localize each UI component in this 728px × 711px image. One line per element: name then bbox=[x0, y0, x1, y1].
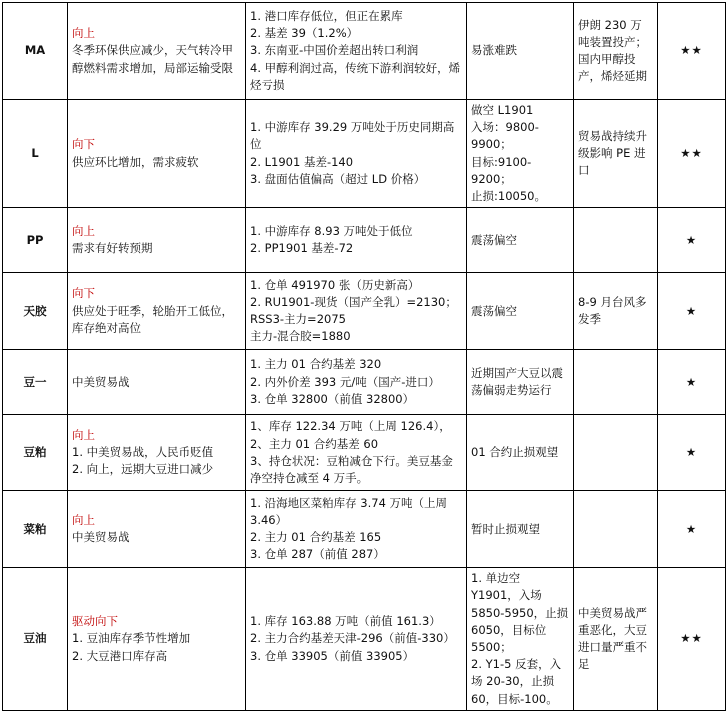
cell-line: 3. 盘面估值偏高（超过 LD 价格） bbox=[250, 171, 426, 186]
fundamentals-cell bbox=[246, 3, 467, 100]
strategy-cell bbox=[467, 350, 574, 415]
driver-text: 中美贸易战 bbox=[72, 530, 130, 545]
cell-line: 2. 基差 39（1.2%） bbox=[250, 26, 359, 41]
cell-line: 3. 东南亚-中国价差超出转口利润 bbox=[250, 43, 419, 58]
table-row bbox=[3, 491, 726, 568]
cell-line: 2. Y1-5 反套，入场 20-30，止损 60，目标-100。 bbox=[471, 657, 562, 706]
cell-line: 做空 L1901 bbox=[471, 103, 534, 117]
cell-line: 震荡偏空 bbox=[471, 232, 517, 247]
strategy-cell bbox=[467, 3, 574, 100]
risk-cell bbox=[574, 3, 658, 100]
cell-line: 1. 仓单 491970 张（历史新高） bbox=[250, 277, 420, 292]
cell-line: 2. L1901 基差-140 bbox=[250, 154, 354, 169]
direction-cell bbox=[68, 3, 246, 100]
direction-cell bbox=[68, 568, 246, 711]
direction-cell bbox=[68, 273, 246, 350]
star-icon: ★ bbox=[685, 303, 698, 318]
fundamentals-cell bbox=[246, 350, 467, 415]
direction-label: 向上 bbox=[72, 224, 95, 239]
product-name bbox=[3, 3, 68, 100]
product-name bbox=[3, 415, 68, 491]
cell-line: 豆一 bbox=[23, 374, 47, 389]
direction-cell bbox=[68, 491, 246, 568]
cell-line: L bbox=[31, 146, 39, 160]
rating-stars bbox=[658, 415, 726, 491]
product-name bbox=[3, 100, 68, 208]
cell-line: RSS3-主力=2075 bbox=[250, 312, 346, 327]
cell-line: 1. 港口库存低位，但正在累库 bbox=[250, 8, 403, 23]
rating-stars bbox=[658, 491, 726, 568]
star-icon: ★★ bbox=[680, 43, 703, 58]
product-name bbox=[3, 491, 68, 568]
cell-line: 1. 中游库存 39.29 万吨处于历史同期高位 bbox=[250, 120, 455, 152]
direction-label: 向下 bbox=[72, 286, 95, 301]
cell-line: 天胶 bbox=[23, 303, 47, 318]
strategy-cell bbox=[467, 568, 574, 711]
cell-line: 中美贸易战严重恶化，大豆进口量严重不足 bbox=[578, 605, 647, 672]
cell-line: 3、持仓状况：豆粕减仓下行。美豆基金净空持仓减至 4 万手。 bbox=[250, 453, 453, 485]
fundamentals-cell bbox=[246, 273, 467, 350]
cell-line: 1、库存 122.34 万吨（上周 126.4）， bbox=[250, 419, 451, 434]
strategy-cell bbox=[467, 415, 574, 491]
cell-line: 震荡偏空 bbox=[471, 303, 517, 318]
driver-text: 供应处于旺季，轮胎开工低位，库存绝对高位 bbox=[72, 303, 233, 335]
cell-line: 豆粕 bbox=[23, 445, 47, 460]
cell-line: 近期国产大豆以震荡偏弱走势运行 bbox=[471, 366, 563, 398]
cell-line: 2. RU1901-现货（国产全乳）=2130； bbox=[250, 295, 457, 310]
risk-cell bbox=[574, 100, 658, 208]
rating-stars bbox=[658, 100, 726, 208]
cell-line: 主力-混合胶=1880 bbox=[250, 329, 351, 344]
cell-line: 1. 单边空 Y1901，入场 5850-5950，止损 6050，目标位 5500； bbox=[471, 571, 569, 655]
cell-line: 伊朗 230 万吨装置投产；国内甲醇投产，烯烃延期 bbox=[578, 17, 647, 84]
cell-line: 入场：9800-9900； bbox=[471, 120, 539, 152]
risk-cell bbox=[574, 415, 658, 491]
cell-line: 8-9 月台风多发季 bbox=[578, 295, 647, 327]
cell-line: 豆油 bbox=[23, 631, 47, 646]
direction-cell bbox=[68, 100, 246, 208]
cell-line: 3. 仓单 33905（前值 33905） bbox=[250, 648, 415, 663]
star-icon: ★★ bbox=[680, 146, 703, 160]
cell-line: 2. 主力合约基差天津-296（前值-330） bbox=[250, 631, 455, 646]
cell-line: 1. 中游库存 8.93 万吨处于低位 bbox=[250, 224, 413, 239]
risk-cell bbox=[574, 491, 658, 568]
cell-line: 暂时止损观望 bbox=[471, 521, 540, 536]
risk-cell bbox=[574, 350, 658, 415]
product-name bbox=[3, 568, 68, 711]
driver-text: 需求有好转预期 bbox=[72, 241, 153, 256]
strategy-cell bbox=[467, 100, 574, 208]
rating-stars bbox=[658, 3, 726, 100]
fundamentals-cell bbox=[246, 100, 467, 208]
star-icon: ★ bbox=[685, 374, 698, 389]
rating-stars bbox=[658, 568, 726, 711]
cell-line: 2. 主力 01 合约基差 165 bbox=[250, 530, 382, 545]
strategy-table bbox=[2, 2, 726, 711]
table-row bbox=[3, 3, 726, 100]
direction-label: 向上 bbox=[72, 26, 95, 41]
fundamentals-cell bbox=[246, 208, 467, 273]
star-icon: ★ bbox=[685, 232, 698, 247]
cell-line: 4. 甲醇利润过高，传统下游利润较好，烯烃亏损 bbox=[250, 60, 461, 92]
driver-text: 中美贸易战 bbox=[72, 374, 130, 389]
cell-line: MA bbox=[24, 43, 46, 58]
cell-line: 2、主力 01 合约基差 60 bbox=[250, 436, 379, 451]
direction-label: 向上 bbox=[72, 513, 95, 528]
product-name bbox=[3, 208, 68, 273]
fundamentals-cell bbox=[246, 491, 467, 568]
cell-line: 1. 库存 163.88 万吨（前值 161.3） bbox=[250, 614, 441, 629]
cell-line: 易涨难跌 bbox=[471, 43, 517, 58]
direction-cell bbox=[68, 350, 246, 415]
cell-line: PP bbox=[26, 232, 44, 247]
driver-text: 2. 大豆港口库存高 bbox=[72, 648, 168, 663]
star-icon: ★★ bbox=[680, 631, 703, 646]
table-row bbox=[3, 273, 726, 350]
risk-cell bbox=[574, 273, 658, 350]
driver-text: 冬季环保供应减少，天气转冷甲醇燃料需求增加，局部运输受限 bbox=[72, 43, 233, 75]
table-row bbox=[3, 208, 726, 273]
fundamentals-cell bbox=[246, 415, 467, 491]
direction-cell bbox=[68, 208, 246, 273]
cell-line: 贸易战持续升级影响 PE 进口 bbox=[578, 128, 647, 178]
direction-label: 向下 bbox=[72, 137, 95, 152]
rating-stars bbox=[658, 208, 726, 273]
rating-stars bbox=[658, 350, 726, 415]
table-row bbox=[3, 350, 726, 415]
product-name bbox=[3, 273, 68, 350]
driver-text: 1. 中美贸易战，人民币贬值 bbox=[72, 445, 214, 460]
table-row bbox=[3, 568, 726, 711]
cell-line: 1. 主力 01 合约基差 320 bbox=[250, 357, 382, 372]
direction-cell bbox=[68, 415, 246, 491]
strategy-cell bbox=[467, 208, 574, 273]
fundamentals-cell bbox=[246, 568, 467, 711]
table-row bbox=[3, 415, 726, 491]
cell-line: 1. 沿海地区菜粕库存 3.74 万吨（上周 3.46） bbox=[250, 495, 448, 528]
table-row bbox=[3, 100, 726, 208]
cell-line: 止损:10050。 bbox=[471, 189, 546, 204]
star-icon: ★ bbox=[685, 445, 698, 460]
direction-label: 向上 bbox=[72, 427, 95, 442]
strategy-cell bbox=[467, 273, 574, 350]
strategy-cell bbox=[467, 491, 574, 568]
direction-label: 驱动向下 bbox=[72, 614, 118, 629]
cell-line: 2. PP1901 基差-72 bbox=[250, 241, 354, 256]
cell-line: 3. 仓单 32800（前值 32800） bbox=[250, 391, 415, 406]
rating-stars bbox=[658, 273, 726, 350]
cell-line: 01 合约止损观望 bbox=[471, 445, 559, 460]
driver-text: 2. 向上，远期大豆进口减少 bbox=[72, 462, 214, 477]
cell-line: 2. 内外价差 393 元/吨（国产-进口） bbox=[250, 374, 440, 389]
cell-line: 3. 仓单 287（前值 287） bbox=[250, 547, 385, 562]
driver-text: 1. 豆油库存季节性增加 bbox=[72, 631, 191, 646]
cell-line: 目标:9100-9200； bbox=[471, 154, 532, 186]
cell-line: 菜粕 bbox=[23, 521, 47, 536]
risk-cell bbox=[574, 208, 658, 273]
product-name bbox=[3, 350, 68, 415]
star-icon: ★ bbox=[685, 521, 698, 536]
driver-text: 供应环比增加，需求疲软 bbox=[72, 154, 199, 169]
risk-cell bbox=[574, 568, 658, 711]
